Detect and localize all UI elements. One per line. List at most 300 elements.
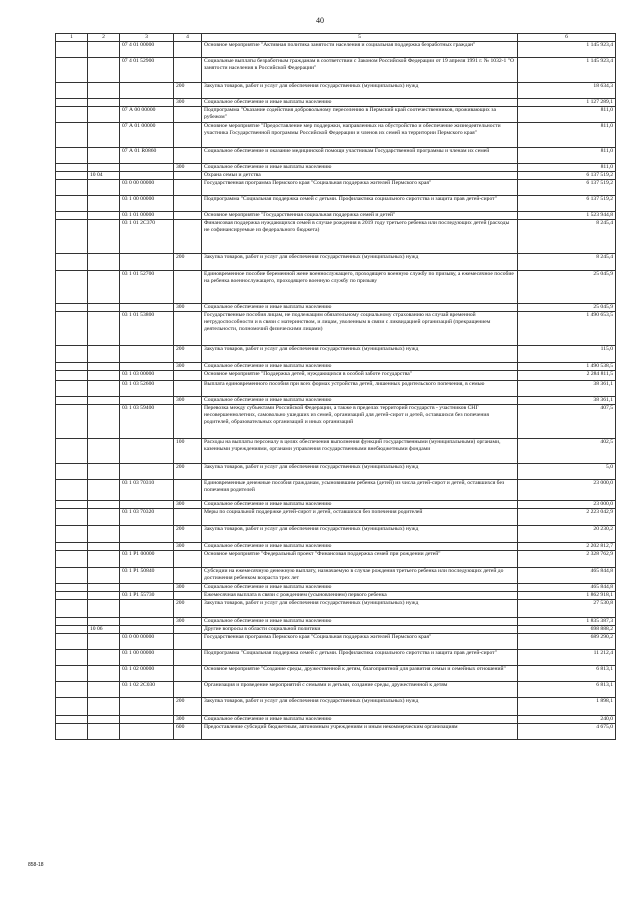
table-row: [56, 618, 616, 626]
cell-expense-type: [174, 196, 202, 212]
cell-description: Государственная программа Пермского края "Социальная поддержка жителей Пермского края": [202, 180, 518, 196]
cell-expense-type: [174, 148, 202, 164]
page-number: 40: [316, 16, 324, 25]
table-row: [56, 123, 616, 148]
cell-col-1: [56, 600, 88, 618]
cell-section: [88, 220, 120, 254]
budget-table: [55, 33, 616, 740]
cell-amount: 1 523 944,8: [518, 212, 616, 220]
cell-expense-type: [174, 568, 202, 584]
cell-col-1: [56, 698, 88, 716]
table-row: [56, 304, 616, 312]
cell-amount: 2 328 762,9: [518, 551, 616, 568]
cell-col-1: [56, 58, 88, 83]
cell-amount: 38 361,1: [518, 381, 616, 397]
cell-target-article: 03 1 02 00000: [120, 666, 174, 682]
cell-expense-type: [174, 509, 202, 526]
cell-description: Закупка товаров, работ и услуг для обеспечения государственных (муниципальных) нужд: [202, 464, 518, 480]
cell-section: [88, 123, 120, 148]
cell-section: [88, 212, 120, 220]
cell-section: [88, 397, 120, 405]
cell-col-1: [56, 568, 88, 584]
cell-description: Социальное обеспечение и иные выплаты населению: [202, 716, 518, 724]
table-row: [56, 371, 616, 381]
cell-amount: 20 230,2: [518, 526, 616, 543]
cell-amount: 6 137 519,2: [518, 172, 616, 180]
table-row: [56, 346, 616, 363]
cell-target-article: 03 1 Р1 00000: [120, 551, 174, 568]
table-row: [56, 650, 616, 666]
cell-target-article: [120, 464, 174, 480]
cell-description: Меры по социальной поддержке детей-сирот и детей, оставшихся без попечения родителей: [202, 509, 518, 526]
cell-amount: 25 045,9: [518, 271, 616, 304]
header-row: [56, 34, 616, 42]
cell-col-1: [56, 107, 88, 123]
table-row: [56, 592, 616, 600]
cell-expense-type: 200: [174, 526, 202, 543]
cell-col-1: [56, 716, 88, 724]
cell-amount: 18 634,3: [518, 83, 616, 99]
cell-target-article: 03 1 03 59400: [120, 405, 174, 439]
cell-target-article: 03 1 Р1 55730: [120, 592, 174, 600]
cell-expense-type: 300: [174, 716, 202, 724]
cell-target-article: [120, 164, 174, 172]
cell-col-1: [56, 346, 88, 363]
cell-description: Социальные выплаты безработным гражданам в соответствии с Законом Российской Федерации от 19 апреля 1991 г. № 1032-1 "О занятости населения в Российской Федерации": [202, 58, 518, 83]
cell-expense-type: 200: [174, 83, 202, 99]
cell-section: [88, 363, 120, 371]
cell-description: Социальное обеспечение и иные выплаты населению: [202, 304, 518, 312]
cell-description: Социальное обеспечение и иные выплаты населению: [202, 543, 518, 551]
cell-col-1: [56, 397, 88, 405]
cell-description: Закупка товаров, работ и услуг для обеспечения государственных (муниципальных) нужд: [202, 600, 518, 618]
cell-amount: 4 675,0: [518, 724, 616, 740]
table-row: [56, 196, 616, 212]
cell-expense-type: [174, 682, 202, 698]
cell-description: Единовременное пособие беременной жене военнослужащего, проходящего военную службу по призыву, а ежемесячное пособие на ребенка военнослужащего, проходящего военную службу по призыву: [202, 271, 518, 304]
cell-description: Охрана семьи и детства: [202, 172, 518, 180]
cell-col-1: [56, 666, 88, 682]
cell-description: Финансовая поддержка нуждающихся семей в случае рождения в 2019 году третьего ребенка или последующих детей (расходы не софинансируемые из федерального бюджета): [202, 220, 518, 254]
cell-col-1: [56, 271, 88, 304]
cell-col-1: [56, 304, 88, 312]
cell-expense-type: [174, 220, 202, 254]
cell-col-1: [56, 254, 88, 271]
cell-target-article: [120, 618, 174, 626]
cell-target-article: 03 1 03 70310: [120, 480, 174, 501]
cell-description: Другие вопросы в области социальной политики: [202, 626, 518, 634]
cell-amount: 402,5: [518, 439, 616, 464]
cell-description: Государственные пособия лицам, не подлежащим обязательному социальному страхованию на случай временной нетрудоспособности и в связи с материнством, и лицам, уволенным в связи с ликвидацией организаций (прекращением деятельности, полномочий физическими лицами): [202, 312, 518, 346]
cell-col-1: [56, 172, 88, 180]
cell-amount: 6 137 519,2: [518, 180, 616, 196]
cell-col-1: [56, 371, 88, 381]
cell-description: Социальное обеспечение и иные выплаты населению: [202, 584, 518, 592]
cell-target-article: [120, 526, 174, 543]
cell-description: Предоставление субсидий бюджетным, автономным учреждениям и иным некоммерческим организациям: [202, 724, 518, 740]
cell-col-1: [56, 526, 88, 543]
cell-amount: 465 844,8: [518, 584, 616, 592]
cell-target-article: 03 1 00 00000: [120, 650, 174, 666]
cell-target-article: 07 А 00 00000: [120, 107, 174, 123]
cell-section: [88, 439, 120, 464]
cell-col-1: [56, 312, 88, 346]
cell-description: Основное мероприятие "Государственная социальная поддержка семей и детей": [202, 212, 518, 220]
cell-description: Закупка товаров, работ и услуг для обеспечения государственных (муниципальных) нужд: [202, 254, 518, 271]
cell-col-1: [56, 509, 88, 526]
cell-section: [88, 698, 120, 716]
cell-target-article: 07 4 01 00000: [120, 42, 174, 58]
cell-amount: 240,0: [518, 716, 616, 724]
cell-amount: 465 844,8: [518, 568, 616, 584]
cell-section: [88, 312, 120, 346]
cell-amount: 811,0: [518, 148, 616, 164]
table-row: [56, 381, 616, 397]
header-col-2: 2: [88, 34, 120, 42]
cell-target-article: 03 0 00 00000: [120, 180, 174, 196]
cell-description: Социальное обеспечение и иные выплаты населению: [202, 99, 518, 107]
cell-amount: 689 290,2: [518, 634, 616, 650]
cell-section: [88, 254, 120, 271]
cell-description: Социальное обеспечение и иные выплаты населению: [202, 618, 518, 626]
cell-amount: 8 245,4: [518, 220, 616, 254]
cell-target-article: 03 1 Р1 50840: [120, 568, 174, 584]
cell-col-1: [56, 618, 88, 626]
cell-amount: 6 813,1: [518, 666, 616, 682]
cell-expense-type: [174, 212, 202, 220]
cell-section: [88, 148, 120, 164]
cell-section: [88, 271, 120, 304]
cell-description: Подпрограмма "Оказание содействия добровольному переселению в Пермский край соотечественников, проживающих за рубежом": [202, 107, 518, 123]
table-row: [56, 164, 616, 172]
cell-section: [88, 196, 120, 212]
cell-section: [88, 58, 120, 83]
cell-expense-type: [174, 42, 202, 58]
table-row: [56, 724, 616, 740]
table-row: [56, 363, 616, 371]
cell-expense-type: [174, 107, 202, 123]
cell-target-article: [120, 397, 174, 405]
cell-description: Основное мероприятие "Предоставление мер поддержки, направленных на обустройство и обеспечение жизнедеятельности участника Государственной программы Российской Федерации и членов их семей на территории Пермского края": [202, 123, 518, 148]
table-row: [56, 439, 616, 464]
cell-section: [88, 634, 120, 650]
cell-amount: 811,0: [518, 123, 616, 148]
cell-target-article: [120, 724, 174, 740]
cell-expense-type: 600: [174, 724, 202, 740]
cell-target-article: [120, 626, 174, 634]
cell-section: [88, 381, 120, 397]
table-row: [56, 698, 616, 716]
cell-section: [88, 464, 120, 480]
footer-code: 858-18: [28, 862, 44, 868]
header-col-4: 4: [174, 34, 202, 42]
cell-target-article: [120, 501, 174, 509]
cell-expense-type: 200: [174, 464, 202, 480]
cell-amount: 27 530,8: [518, 600, 616, 618]
cell-section: [88, 501, 120, 509]
cell-expense-type: 300: [174, 304, 202, 312]
cell-target-article: 03 1 01 53800: [120, 312, 174, 346]
cell-description: Закупка товаров, работ и услуг для обеспечения государственных (муниципальных) нужд: [202, 698, 518, 716]
cell-description: Основное мероприятие "Федеральный проект "Финансовая поддержка семей при рождении детей": [202, 551, 518, 568]
cell-col-1: [56, 584, 88, 592]
cell-expense-type: [174, 271, 202, 304]
table-row: [56, 397, 616, 405]
cell-section: [88, 600, 120, 618]
cell-section: [88, 666, 120, 682]
cell-expense-type: 200: [174, 698, 202, 716]
cell-col-1: [56, 164, 88, 172]
table-row: [56, 58, 616, 83]
cell-section: [88, 716, 120, 724]
cell-amount: 115,0: [518, 346, 616, 363]
cell-amount: 6 137 519,2: [518, 196, 616, 212]
header-col-6: 6: [518, 34, 616, 42]
cell-description: Закупка товаров, работ и услуг для обеспечения государственных (муниципальных) нужд: [202, 83, 518, 99]
cell-section: [88, 42, 120, 58]
cell-section: [88, 180, 120, 196]
cell-expense-type: 300: [174, 164, 202, 172]
cell-expense-type: 300: [174, 584, 202, 592]
cell-expense-type: [174, 312, 202, 346]
cell-description: Социальное обеспечение и иные выплаты населению: [202, 397, 518, 405]
cell-target-article: [120, 600, 174, 618]
cell-target-article: 03 1 02 2С030: [120, 682, 174, 698]
cell-section: [88, 724, 120, 740]
table-row: [56, 83, 616, 99]
cell-section: [88, 650, 120, 666]
cell-amount: 698 888,2: [518, 626, 616, 634]
cell-target-article: 07 4 01 52900: [120, 58, 174, 83]
cell-target-article: [120, 698, 174, 716]
cell-section: [88, 405, 120, 439]
cell-expense-type: [174, 592, 202, 600]
cell-target-article: [120, 254, 174, 271]
table-row: [56, 99, 616, 107]
table-row: [56, 634, 616, 650]
cell-description: Социальное обеспечение и иные выплаты населению: [202, 363, 518, 371]
cell-description: Государственная программа Пермского края "Социальная поддержка жителей Пермского края": [202, 634, 518, 650]
cell-col-1: [56, 220, 88, 254]
table-row: [56, 480, 616, 501]
cell-amount: 8 245,4: [518, 254, 616, 271]
cell-amount: 2 202 812,7: [518, 543, 616, 551]
cell-section: [88, 568, 120, 584]
cell-section: 10 06: [88, 626, 120, 634]
table-row: [56, 148, 616, 164]
cell-target-article: 03 1 01 2С370: [120, 220, 174, 254]
cell-col-1: [56, 42, 88, 58]
cell-section: [88, 526, 120, 543]
table-row: [56, 405, 616, 439]
cell-target-article: [120, 363, 174, 371]
cell-target-article: [120, 99, 174, 107]
cell-col-1: [56, 501, 88, 509]
cell-col-1: [56, 592, 88, 600]
cell-amount: 11 212,4: [518, 650, 616, 666]
cell-description: Основное мероприятие "Активная политика занятости населения и социальная поддержка безработных граждан": [202, 42, 518, 58]
table-row: [56, 509, 616, 526]
cell-col-1: [56, 196, 88, 212]
cell-description: Социальное обеспечение и иные выплаты населению: [202, 501, 518, 509]
cell-col-1: [56, 99, 88, 107]
cell-expense-type: 300: [174, 618, 202, 626]
cell-description: Субсидии на ежемесячную денежную выплату, назначаемую в случае рождения третьего ребенка или последующих детей до достижения ребенком возраста трех лет: [202, 568, 518, 584]
cell-amount: 23 000,0: [518, 480, 616, 501]
cell-amount: 2 284 811,5: [518, 371, 616, 381]
table-row: [56, 312, 616, 346]
cell-expense-type: [174, 551, 202, 568]
cell-section: [88, 346, 120, 363]
cell-amount: 407,5: [518, 405, 616, 439]
table-row: [56, 551, 616, 568]
cell-section: [88, 107, 120, 123]
cell-target-article: 03 1 01 52700: [120, 271, 174, 304]
cell-col-1: [56, 682, 88, 698]
cell-section: [88, 304, 120, 312]
cell-amount: 1 145 923,4: [518, 42, 616, 58]
table-row: [56, 172, 616, 180]
cell-target-article: 03 1 03 00000: [120, 371, 174, 381]
cell-expense-type: [174, 123, 202, 148]
cell-expense-type: 300: [174, 363, 202, 371]
cell-expense-type: [174, 666, 202, 682]
cell-col-1: [56, 634, 88, 650]
cell-description: Закупка товаров, работ и услуг для обеспечения государственных (муниципальных) нужд: [202, 526, 518, 543]
cell-section: [88, 164, 120, 172]
cell-description: Выплата единовременного пособия при всех формах устройства детей, лишенных родительского попечения, в семью: [202, 381, 518, 397]
cell-col-1: [56, 405, 88, 439]
cell-target-article: 07 А 01 00000: [120, 123, 174, 148]
cell-target-article: [120, 172, 174, 180]
cell-expense-type: [174, 405, 202, 439]
cell-col-1: [56, 464, 88, 480]
cell-description: Социальное обеспечение и оказание медицинской помощи участникам Государственной программы и членам их семей: [202, 148, 518, 164]
table-row: [56, 464, 616, 480]
cell-target-article: [120, 439, 174, 464]
table-row: [56, 526, 616, 543]
cell-amount: 1 490 653,5: [518, 312, 616, 346]
table-row: [56, 568, 616, 584]
cell-section: [88, 682, 120, 698]
cell-col-1: [56, 543, 88, 551]
cell-target-article: [120, 304, 174, 312]
table-row: [56, 107, 616, 123]
cell-expense-type: [174, 650, 202, 666]
cell-amount: 811,0: [518, 164, 616, 172]
cell-target-article: 03 0 00 00000: [120, 634, 174, 650]
cell-description: Подпрограмма "Социальная поддержка семей с детьми. Профилактика социального сиротства и защита прав детей-сирот": [202, 650, 518, 666]
cell-description: Ежемесячная выплата в связи с рождением (усыновлением) первого ребенка: [202, 592, 518, 600]
cell-amount: 1 490 538,5: [518, 363, 616, 371]
table-row: [56, 180, 616, 196]
table-row: [56, 600, 616, 618]
cell-amount: 811,0: [518, 107, 616, 123]
cell-col-1: [56, 180, 88, 196]
header-col-5: 5: [202, 34, 518, 42]
cell-expense-type: 200: [174, 346, 202, 363]
table-row: [56, 543, 616, 551]
cell-section: [88, 371, 120, 381]
table-row: [56, 584, 616, 592]
cell-expense-type: [174, 626, 202, 634]
cell-target-article: [120, 83, 174, 99]
table-body: [56, 42, 616, 740]
cell-col-1: [56, 480, 88, 501]
cell-expense-type: [174, 180, 202, 196]
table-row: [56, 666, 616, 682]
cell-target-article: 03 1 03 52600: [120, 381, 174, 397]
cell-col-1: [56, 724, 88, 740]
cell-description: Подпрограмма "Социальная поддержка семей с детьми. Профилактика социального сиротства и защита прав детей-сирот": [202, 196, 518, 212]
cell-section: [88, 551, 120, 568]
cell-target-article: [120, 716, 174, 724]
header-col-1: 1: [56, 34, 88, 42]
cell-description: Организация и проведение мероприятий с семьями и детьми, создание среды, дружественной к детям: [202, 682, 518, 698]
cell-section: [88, 543, 120, 551]
cell-expense-type: [174, 634, 202, 650]
cell-amount: 1 145 923,4: [518, 58, 616, 83]
cell-expense-type: 100: [174, 439, 202, 464]
cell-expense-type: 300: [174, 397, 202, 405]
cell-amount: 6 813,1: [518, 682, 616, 698]
cell-col-1: [56, 551, 88, 568]
cell-expense-type: 300: [174, 99, 202, 107]
cell-section: [88, 584, 120, 592]
cell-description: Социальное обеспечение и иные выплаты населению: [202, 164, 518, 172]
cell-section: [88, 480, 120, 501]
cell-description: Единовременные денежные пособия гражданам, усыновившим ребенка (детей) из числа детей-сирот и детей, оставшихся без попечения родителей: [202, 480, 518, 501]
cell-expense-type: [174, 480, 202, 501]
cell-description: Перевозка между субъектами Российской Федерации, а также в пределах территорий государств - участников СНГ несовершеннолетних, самовольно ушедших из семей, организаций для детей-сирот и детей, оставшихся без попечения родителей, образовательных организаций и иных организаций: [202, 405, 518, 439]
cell-col-1: [56, 83, 88, 99]
cell-section: [88, 99, 120, 107]
cell-section: [88, 592, 120, 600]
table-row: [56, 716, 616, 724]
cell-amount: 2 223 042,9: [518, 509, 616, 526]
cell-target-article: [120, 346, 174, 363]
table-row: [56, 271, 616, 304]
cell-expense-type: [174, 58, 202, 83]
cell-amount: 1 835 387,3: [518, 618, 616, 626]
cell-col-1: [56, 439, 88, 464]
cell-col-1: [56, 363, 88, 371]
table-row: [56, 501, 616, 509]
cell-description: Основное мероприятие "Создание среды, дружественной к детям, благоприятной для развития семьи и семейных отношений": [202, 666, 518, 682]
cell-col-1: [56, 123, 88, 148]
cell-target-article: [120, 584, 174, 592]
table-row: [56, 212, 616, 220]
cell-col-1: [56, 148, 88, 164]
cell-expense-type: 200: [174, 254, 202, 271]
cell-expense-type: [174, 381, 202, 397]
cell-expense-type: 300: [174, 543, 202, 551]
cell-section: [88, 618, 120, 626]
cell-col-1: [56, 381, 88, 397]
cell-target-article: [120, 543, 174, 551]
cell-amount: 1 127 289,1: [518, 99, 616, 107]
cell-amount: 1 898,1: [518, 698, 616, 716]
header-col-3: 3: [120, 34, 174, 42]
cell-col-1: [56, 626, 88, 634]
cell-col-1: [56, 650, 88, 666]
cell-target-article: 03 1 00 00000: [120, 196, 174, 212]
cell-section: 10 04: [88, 172, 120, 180]
cell-target-article: 03 1 01 00000: [120, 212, 174, 220]
table-row: [56, 42, 616, 58]
cell-description: Основное мероприятие "Поддержка детей, нуждающихся в особой заботе государства": [202, 371, 518, 381]
cell-amount: 5,0: [518, 464, 616, 480]
